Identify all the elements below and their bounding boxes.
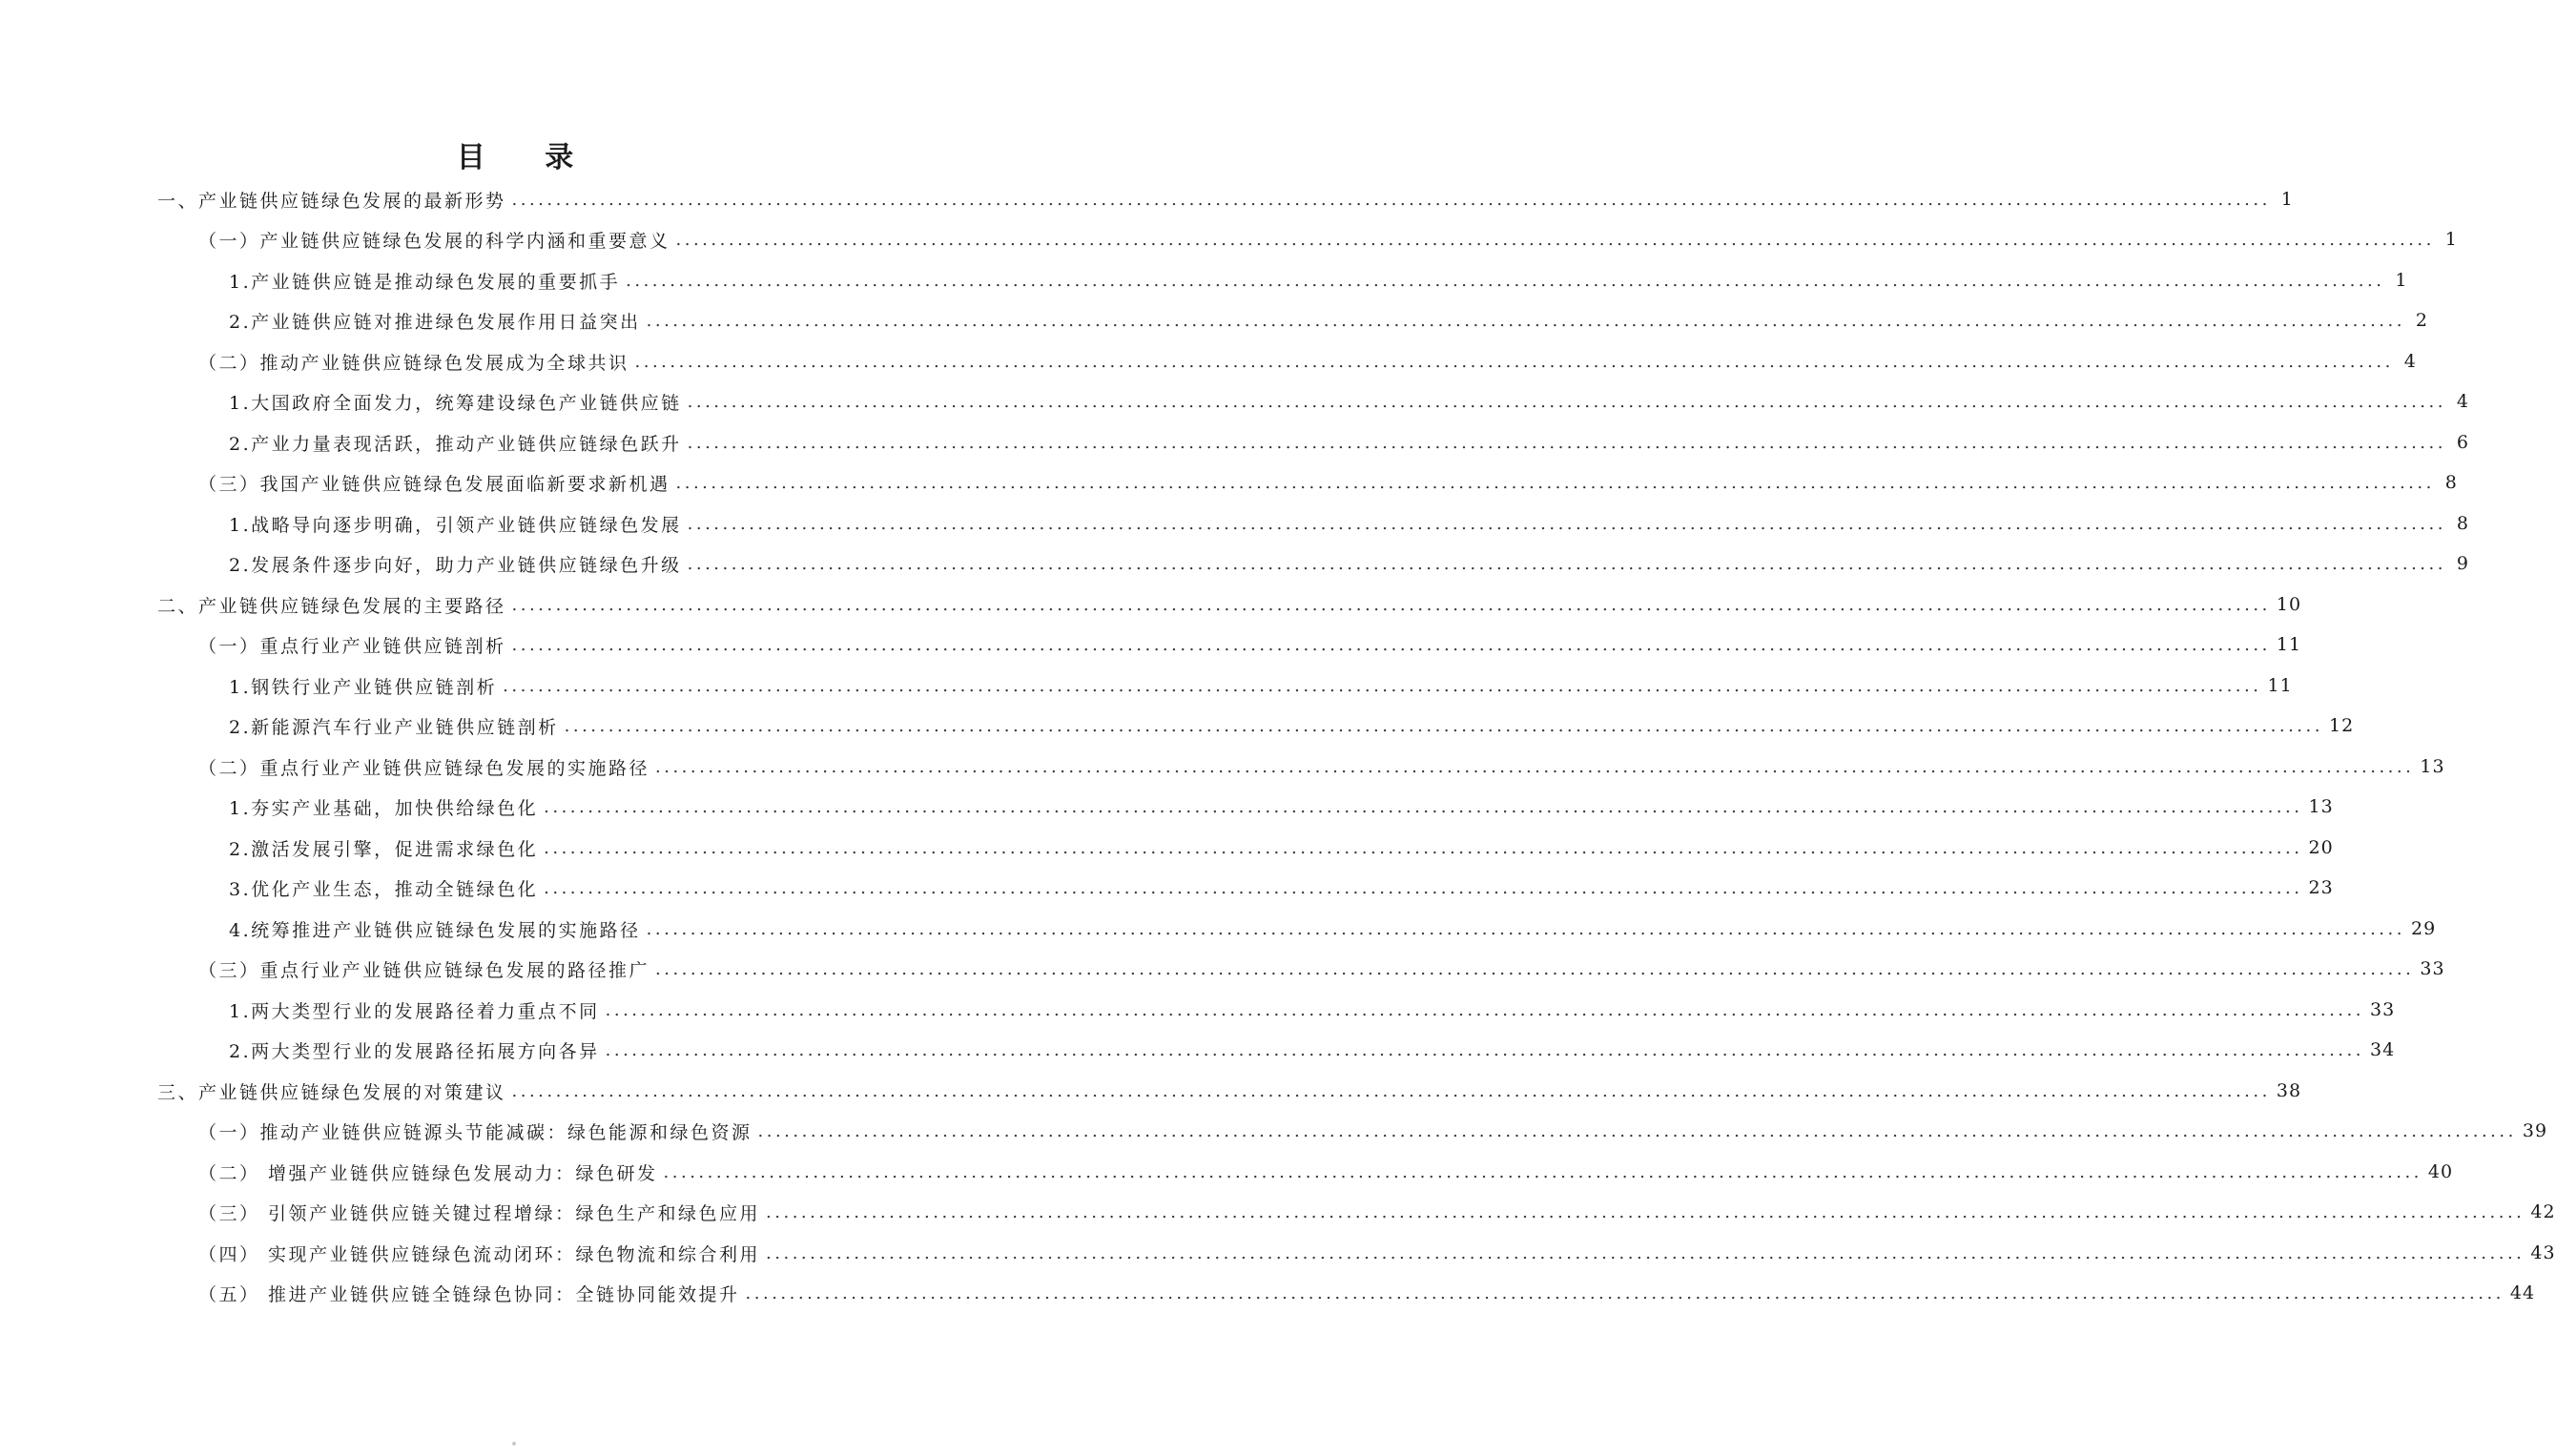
toc-entry-page: 40 — [2427, 1161, 2454, 1182]
dot-leader: ........................................................................................................................................................................................................ — [511, 189, 2271, 210]
toc-entry[interactable] — [198, 1273, 2536, 1313]
toc-entry-page: 23 — [2308, 877, 2334, 898]
dot-leader: ........................................................................................................................................................................................................ — [687, 513, 2446, 534]
dot-leader: ........................................................................................................................................................................................................ — [544, 877, 2303, 898]
toc-entry-label: 2.产业链供应链对推进绿色发展作用日益突出 — [229, 311, 641, 333]
dot-leader: ........................................................................................................................................................................................................ — [503, 675, 2262, 696]
toc-entry[interactable] — [198, 949, 2445, 989]
dot-leader: ........................................................................................................................................................................................................ — [655, 958, 2415, 979]
toc-entry-page: 39 — [2522, 1120, 2548, 1141]
toc-entry-page: 33 — [2369, 999, 2396, 1020]
dot-leader: ........................................................................................................................................................................................................ — [687, 391, 2446, 412]
toc-entry[interactable] — [229, 260, 2408, 300]
toc-entry-label: （一）重点行业产业链供应链剖析 — [198, 635, 506, 657]
toc-entry[interactable] — [229, 868, 2334, 908]
dot-leader: ........................................................................................................................................................................................................ — [605, 1039, 2364, 1060]
toc-entry[interactable] — [229, 300, 2428, 340]
toc-entry-label: 3.优化产业生态，推动全链绿色化 — [229, 878, 539, 900]
toc-entry[interactable] — [229, 828, 2334, 868]
toc-entry-label: （三）重点行业产业链供应链绿色发展的路径推广 — [198, 959, 650, 981]
toc-entry-page: 13 — [2420, 756, 2445, 777]
toc-entry[interactable] — [198, 1233, 2556, 1273]
toc-entry-page: 43 — [2530, 1242, 2556, 1263]
toc-entry-page: 29 — [2410, 918, 2437, 939]
toc-entry[interactable] — [198, 219, 2458, 259]
dot-leader: ........................................................................................................................................................................................................ — [544, 796, 2303, 817]
toc-entry-label: （三） 引领产业链供应链关键过程增绿：绿色生产和绿色应用 — [198, 1202, 761, 1224]
toc-entry-page: 34 — [2369, 1039, 2396, 1060]
dot-leader: ........................................................................................................................................................................................................ — [766, 1242, 2525, 1263]
toc-entry-label: 一、产业链供应链绿色发展的最新形势 — [157, 190, 506, 212]
toc-entry-label: 1.大国政府全面发力，统筹建设绿色产业链供应链 — [229, 392, 682, 414]
toc-entry-page: 44 — [2509, 1282, 2536, 1303]
toc-entry[interactable] — [198, 1111, 2548, 1151]
page-marker-dot — [512, 1442, 516, 1446]
toc-entry-page: 38 — [2276, 1080, 2302, 1101]
toc-entry[interactable] — [198, 341, 2417, 381]
toc-entry-page: 10 — [2276, 594, 2302, 615]
toc-entry[interactable] — [229, 543, 2469, 584]
toc-entry-label: （二）推动产业链供应链绿色发展成为全球共识 — [198, 352, 629, 374]
toc-entry-label: 1.两大类型行业的发展路径着力重点不同 — [229, 1000, 600, 1022]
toc-entry-page: 20 — [2308, 837, 2334, 858]
toc-entry[interactable] — [157, 179, 2294, 219]
toc-entry[interactable] — [198, 625, 2302, 665]
dot-leader: ........................................................................................................................................................................................................ — [511, 594, 2271, 615]
dot-leader: ........................................................................................................................................................................................................ — [766, 1201, 2525, 1222]
toc-entry-page: 13 — [2308, 796, 2334, 817]
toc-entry-label: 二、产业链供应链绿色发展的主要路径 — [157, 595, 506, 617]
toc-entry[interactable] — [229, 422, 2469, 462]
toc-entry-label: （一）推动产业链供应链源头节能减碳：绿色能源和绿色资源 — [198, 1121, 752, 1143]
toc-entry-page: 12 — [2328, 715, 2355, 736]
dot-leader: ........................................................................................................................................................................................................ — [745, 1282, 2504, 1303]
toc-entry-label: （四） 实现产业链供应链绿色流动闭环：绿色物流和综合利用 — [198, 1243, 761, 1265]
toc-entry[interactable] — [157, 584, 2302, 625]
toc-entry-page: 8 — [2456, 513, 2469, 534]
toc-entry[interactable] — [229, 503, 2469, 543]
toc-entry-page: 8 — [2444, 472, 2458, 493]
toc-entry-label: 2.发展条件逐步向好，助力产业链供应链绿色升级 — [229, 554, 682, 576]
toc-entry[interactable] — [198, 1192, 2556, 1232]
toc-entry[interactable] — [198, 462, 2458, 502]
toc-entry-page: 11 — [2267, 675, 2293, 696]
dot-leader: ........................................................................................................................................................................................................ — [663, 1161, 2422, 1182]
toc-entry-label: 1.战略导向逐步明确，引领产业链供应链绿色发展 — [229, 514, 682, 536]
toc-entry-label: 4.统筹推进产业链供应链绿色发展的实施路径 — [229, 919, 641, 941]
toc-entry-page: 9 — [2456, 553, 2469, 574]
toc-entry-page: 42 — [2530, 1201, 2556, 1222]
toc-entry-label: （三）我国产业链供应链绿色发展面临新要求新机遇 — [198, 473, 670, 495]
toc-entry[interactable] — [157, 1071, 2302, 1111]
toc-entry[interactable] — [229, 666, 2293, 706]
toc-entry-page: 6 — [2456, 432, 2469, 453]
dot-leader: ........................................................................................................................................................................................................ — [687, 432, 2446, 453]
toc-entry[interactable] — [229, 909, 2437, 949]
dot-leader: ........................................................................................................................................................................................................ — [544, 837, 2303, 858]
dot-leader: ........................................................................................................................................................................................................ — [675, 229, 2435, 250]
toc-title: 目 录 — [456, 141, 599, 174]
toc-entry-label: 1.钢铁行业产业链供应链剖析 — [229, 676, 498, 698]
toc-entry-page: 33 — [2420, 958, 2445, 979]
dot-leader: ........................................................................................................................................................................................................ — [634, 351, 2394, 372]
toc-entry[interactable] — [229, 787, 2334, 827]
toc-entry-label: 三、产业链供应链绿色发展的对策建议 — [157, 1081, 506, 1103]
toc-entry[interactable] — [229, 381, 2469, 421]
toc-entry-page: 4 — [2403, 351, 2417, 372]
toc-entry[interactable] — [229, 990, 2396, 1030]
toc-entry[interactable] — [229, 706, 2355, 746]
toc-entry-label: 2.产业力量表现活跃，推动产业链供应链绿色跃升 — [229, 433, 682, 455]
toc-entry[interactable] — [198, 747, 2445, 787]
dot-leader: ........................................................................................................................................................................................................ — [646, 310, 2405, 331]
dot-leader: ........................................................................................................................................................................................................ — [511, 1080, 2271, 1101]
toc-entry-label: 2.激活发展引擎，促进需求绿色化 — [229, 838, 539, 860]
toc-entry-label: 1.产业链供应链是推动绿色发展的重要抓手 — [229, 271, 621, 293]
dot-leader: ........................................................................................................................................................................................................ — [605, 999, 2364, 1020]
dot-leader: ........................................................................................................................................................................................................ — [655, 756, 2415, 777]
toc-entry-page: 4 — [2456, 391, 2469, 412]
toc-entry[interactable] — [198, 1152, 2454, 1192]
toc-entry-label: （二）重点行业产业链供应链绿色发展的实施路径 — [198, 757, 650, 779]
toc-entry-label: 2.新能源汽车行业产业链供应链剖析 — [229, 716, 559, 738]
dot-leader: ........................................................................................................................................................................................................ — [687, 553, 2446, 574]
toc-entry-page: 1 — [2395, 270, 2408, 291]
dot-leader: ........................................................................................................................................................................................................ — [757, 1120, 2517, 1141]
dot-leader: ........................................................................................................................................................................................................ — [564, 715, 2323, 736]
toc-entry-label: （二） 增强产业链供应链绿色发展动力：绿色研发 — [198, 1162, 658, 1184]
toc-entry-label: （一）产业链供应链绿色发展的科学内涵和重要意义 — [198, 230, 670, 252]
dot-leader: ........................................................................................................................................................................................................ — [675, 472, 2435, 493]
toc-entry-page: 1 — [2280, 189, 2294, 210]
toc-entry-page: 11 — [2276, 634, 2302, 655]
dot-leader: ........................................................................................................................................................................................................ — [511, 634, 2271, 655]
dot-leader: ........................................................................................................................................................................................................ — [626, 270, 2385, 291]
toc-entry-label: （五） 推进产业链供应链全链绿色协同：全链协同能效提升 — [198, 1283, 740, 1305]
toc-entry-page: 2 — [2415, 310, 2428, 331]
toc-entry-label: 1.夯实产业基础，加快供给绿色化 — [229, 797, 539, 819]
toc-entry-page: 1 — [2444, 229, 2458, 250]
dot-leader: ........................................................................................................................................................................................................ — [646, 918, 2405, 939]
toc-entry[interactable] — [229, 1030, 2396, 1070]
toc-entry-label: 2.两大类型行业的发展路径拓展方向各异 — [229, 1040, 600, 1062]
